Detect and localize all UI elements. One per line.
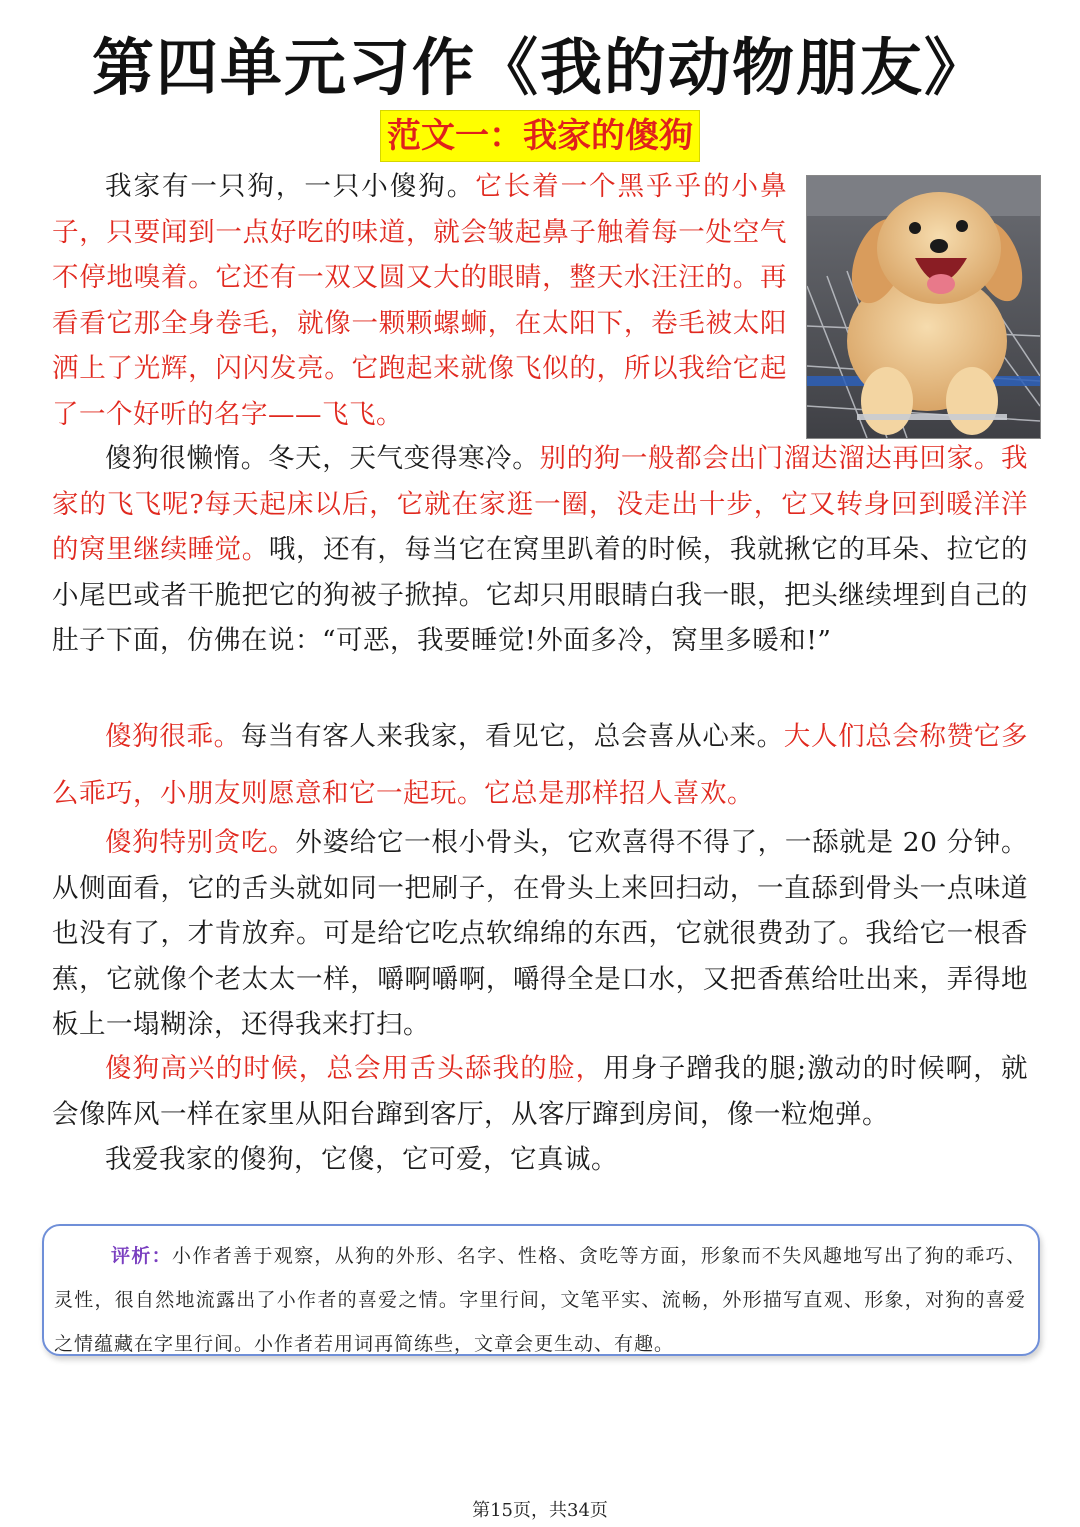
paragraph-4-black: 外婆给它一根小骨头，它欢喜得不得了，一舔就是 20 分钟。从侧面看，它的舌头就如同一把刷子，在骨头上来回扫动，一直舔到骨头一点味道也没有了，才肯放弃。可是给它吃点软绵绵的东西，它就很费劲了。我给它一根香蕉，它就像个老太太一样，嚼啊嚼啊，嚼得全是口水，又把香蕉给吐出来，弄得地板上一塌糊涂，还得我来打扫。 (52, 827, 1029, 1040)
paragraph-5 (52, 1046, 1028, 1137)
paragraph-4 (52, 820, 1028, 1048)
paragraph-1-black: 我家有一只狗，一只小傻狗。 (105, 171, 476, 202)
paragraph-1-red: 它长着一个黑乎乎的小鼻子，只要闻到一点好吃的味道，就会皱起鼻子触着每一处空气不停地嗅着。它还有一双又圆又大的眼睛，整天水汪汪的。再看看它那全身卷毛，就像一颗颗螺蛳，在太阳下，卷毛被太阳洒上了光辉，闪闪发亮。它跑起来就像飞似的，所以我给它起了一个好听的名字——飞飞。 (52, 171, 788, 430)
paragraph-5-red: 傻狗高兴的时候，总会用舌头舔我的脸， (105, 1053, 604, 1084)
commentary-label: 评析： (111, 1245, 173, 1267)
paragraph-3 (52, 708, 1028, 822)
paragraph-3-black: 每当有客人来我家，看见它，总会喜从心来。 (240, 721, 784, 752)
page-title: 第四单元习作《我的动物朋友》 (91, 31, 988, 104)
paragraph-3-red-b: 大人们总会称赞它多么乖巧，小朋友则愿意和它一起玩。它总是那样招人喜欢。 (52, 721, 1029, 809)
paragraph-5-black: 用身子蹭我的腿;激动的时候啊，就会像阵风一样在家里从阳台蹿到客厅，从客厅蹿到房间，像一粒炮弹。 (52, 1053, 1028, 1130)
paragraph-6 (52, 1137, 1028, 1183)
subtitle-container (0, 110, 1080, 162)
puppy-photo (806, 175, 1041, 439)
puppy-in-cart-icon (807, 176, 1040, 438)
paragraph-2-black-a: 傻狗很懒惰。冬天，天气变得寒冷。 (105, 443, 540, 474)
commentary-body: 小作者善于观察，从狗的外形、名字、性格、贪吃等方面，形象而不失风趣地写出了狗的乖巧、灵性，很自然地流露出了小作者的喜爱之情。字里行间，文笔平实、流畅，外形描写直观、形象，对狗的喜爱之情蕴藏在字里行间。小作者若用词再简练些，文章会更生动、有趣。 (54, 1245, 1026, 1355)
paragraph-6-black: 我爱我家的傻狗，它傻，它可爱，它真诚。 (105, 1144, 618, 1175)
paragraph-3-red-a: 傻狗很乖。 (105, 721, 241, 752)
paragraph-2-black-b: 哦，还有，每当它在窝里趴着的时候，我就揪它的耳朵、拉它的小尾巴或者干脆把它的狗被子掀掉。它却只用眼睛白我一眼，把头继续埋到自己的肚子下面，仿佛在说：“可恶，我要睡觉!外面多冷，窝里多暖和!” (52, 534, 1029, 656)
commentary-box (42, 1224, 1040, 1356)
paragraph-1 (52, 164, 787, 437)
paragraph-2-red: 别的狗一般都会出门溜达溜达再回家。我家的飞飞呢?每天起床以后，它就在家逛一圈，没走出十步，它又转身回到暖洋洋的窝里继续睡觉。 (52, 443, 1029, 565)
paragraph-4-red: 傻狗特别贪吃。 (105, 827, 296, 858)
page-number: 第15页，共34页 (472, 1500, 608, 1521)
paragraph-2 (52, 436, 1028, 664)
essay-subtitle: 范文一：我家的傻狗 (380, 110, 700, 162)
commentary-text (54, 1234, 1026, 1366)
